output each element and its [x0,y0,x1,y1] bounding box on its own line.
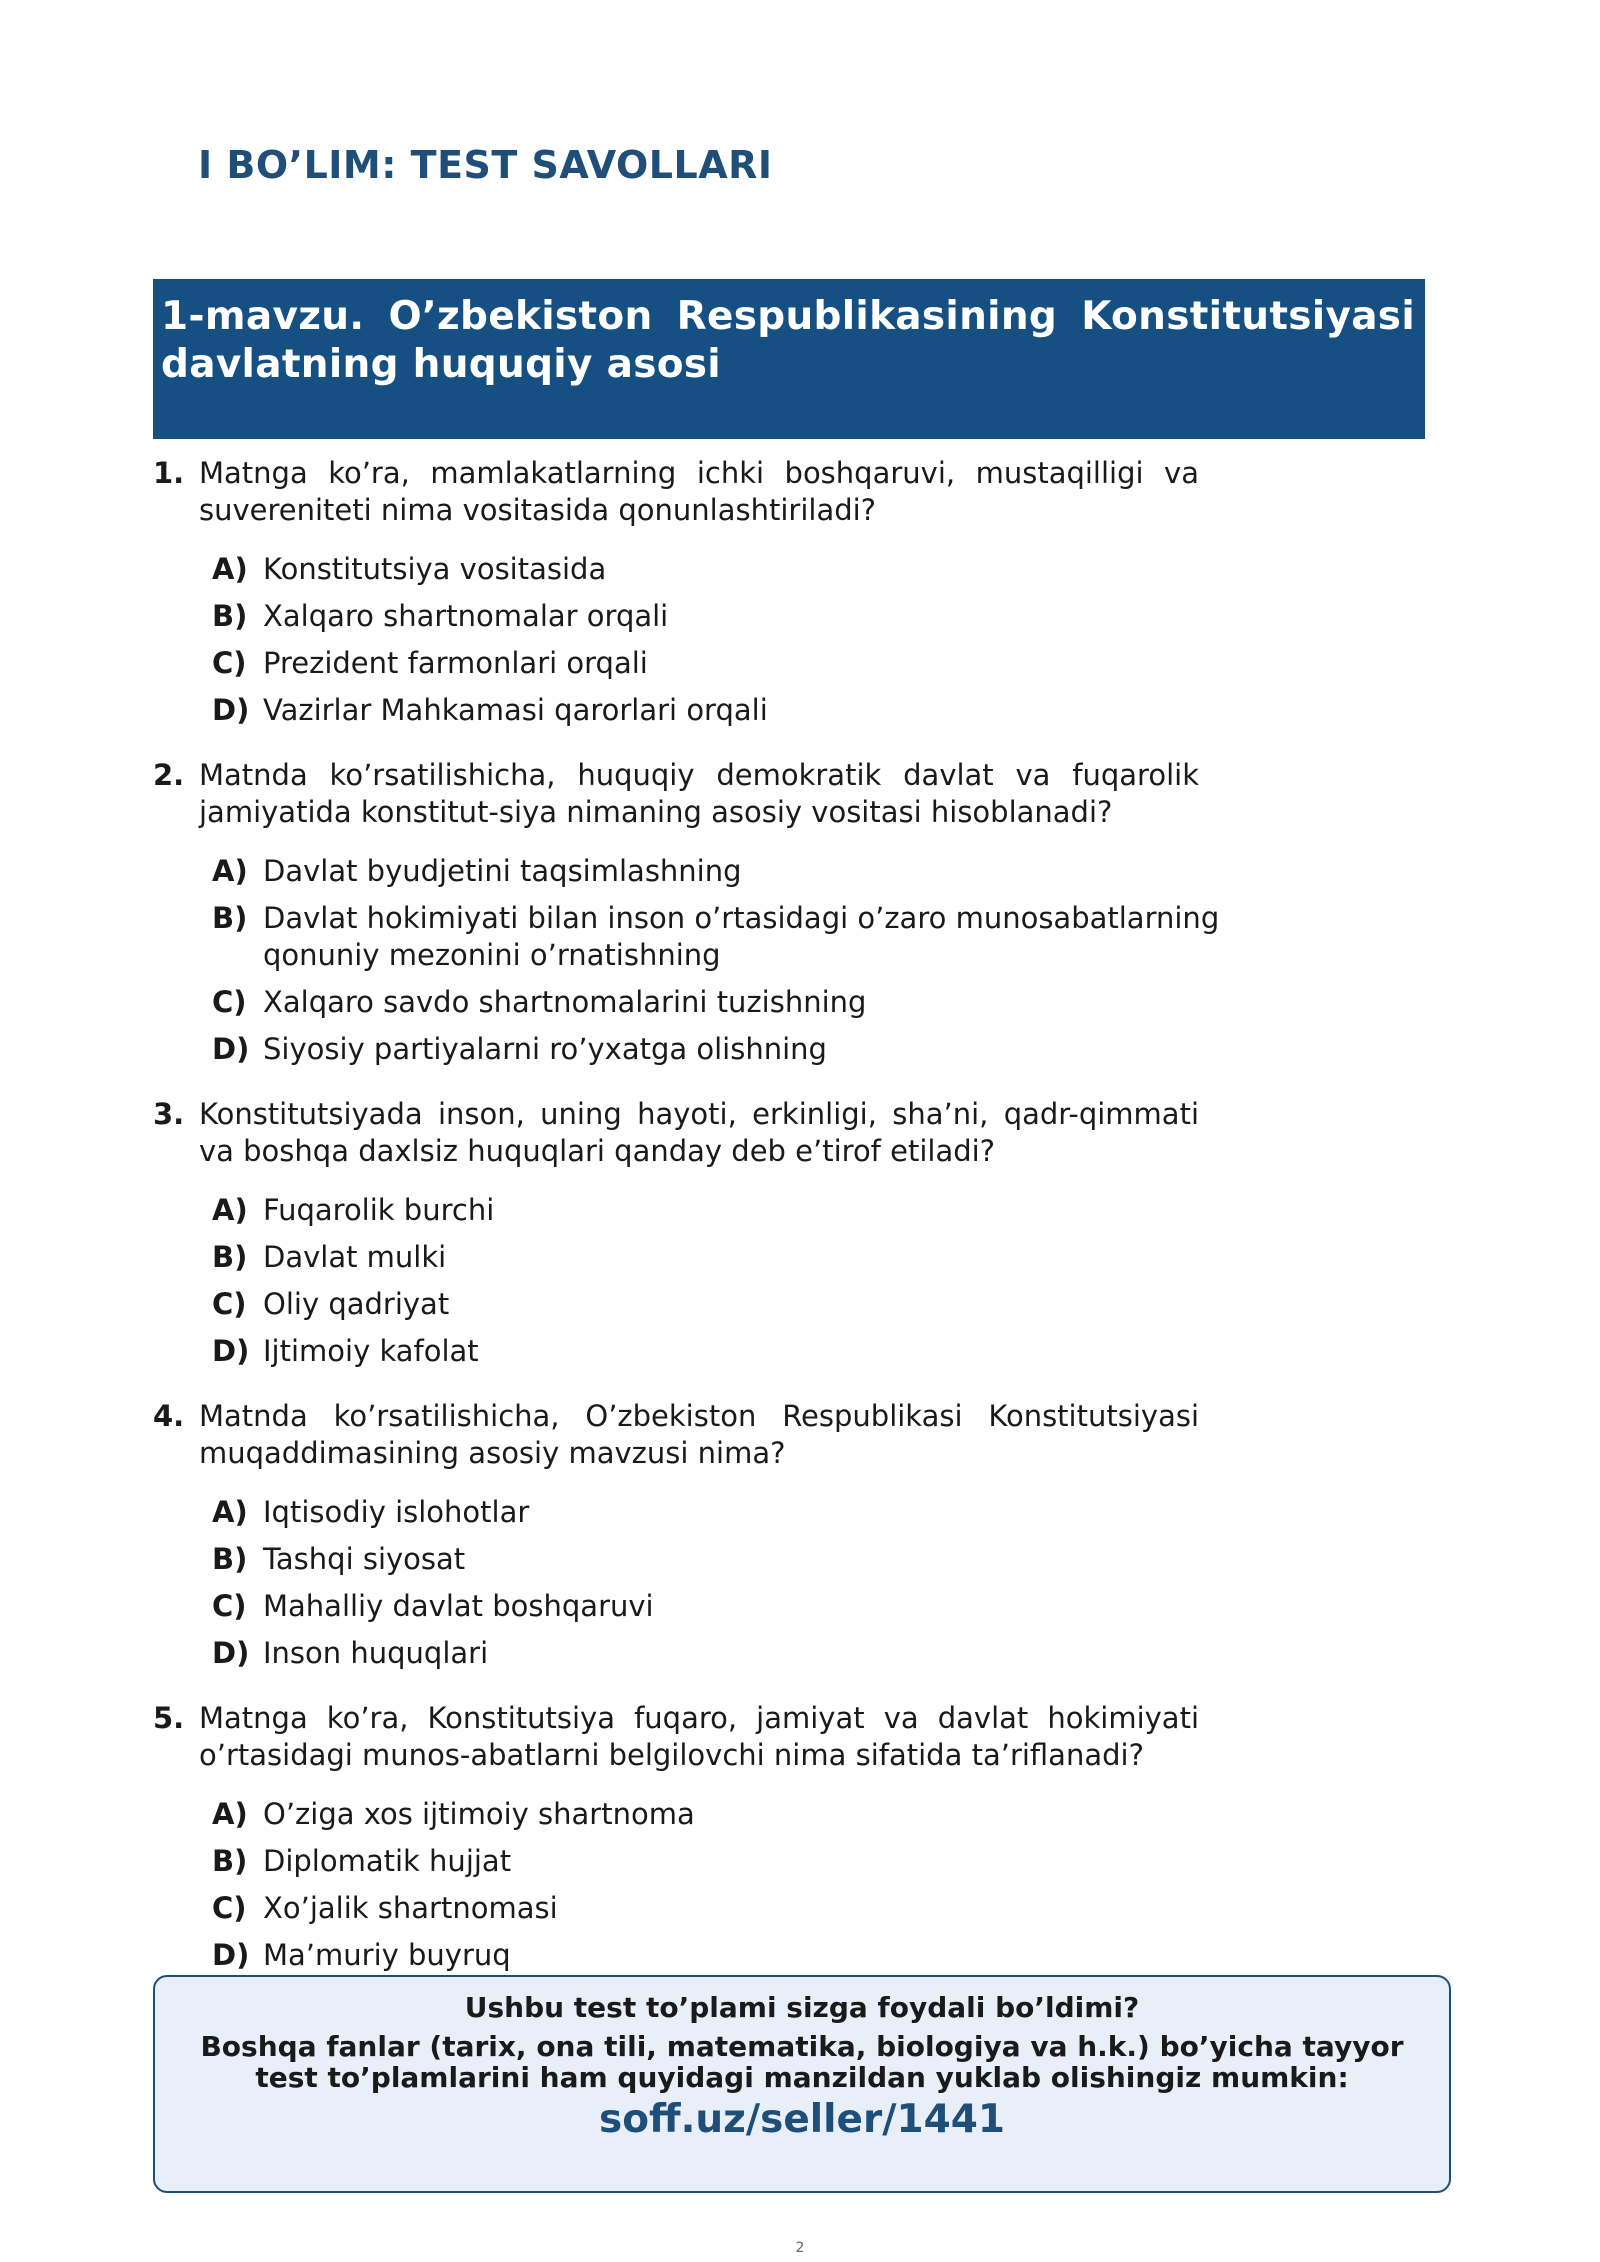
question-number: 2. [153,758,185,792]
option-a[interactable] [212,1494,1453,1531]
option-letter: B) [212,599,248,633]
option-text: Prezident farmonlari orqali [263,646,648,680]
option-list [153,1192,1453,1370]
option-list [153,1796,1453,1974]
question-number: 3. [153,1097,185,1131]
question-2 [153,757,1453,1068]
option-c[interactable] [212,1588,1453,1625]
option-letter: D) [212,1636,250,1670]
promo-box [153,1975,1451,2193]
option-a[interactable] [212,551,1453,588]
promo-link[interactable]: soff.uz/seller/1441 [599,2097,1005,2142]
question-4 [153,1398,1453,1672]
option-letter: A) [212,1495,248,1529]
option-b[interactable] [212,900,1453,974]
option-b[interactable] [212,598,1453,635]
question-number: 4. [153,1399,185,1433]
option-c[interactable] [212,1286,1453,1323]
option-d[interactable] [212,1031,1453,1068]
topic-title: 1-mavzu. O’zbekiston Respublikasining Konstitutsiyasi davlatning huquqiy asosi [161,294,1415,387]
option-letter: A) [212,1193,248,1227]
question-number: 1. [153,456,185,490]
option-text: Mahalliy davlat boshqaruvi [263,1589,654,1623]
option-a[interactable] [212,1796,1453,1833]
option-letter: A) [212,854,248,888]
option-letter: D) [212,693,250,727]
option-letter: B) [212,1240,248,1274]
option-letter: B) [212,901,248,935]
option-c[interactable] [212,984,1453,1021]
option-letter: A) [212,1797,248,1831]
promo-body: Boshqa fanlar (tarix, ona tili, matematika, biologiya va h.k.) bo’yicha tayyor test to’plamlarini ham quyidagi manzildan yuklab olishingiz mumkin: [200,2030,1404,2094]
option-text: O’ziga xos ijtimoiy shartnoma [263,1797,695,1831]
question-text: Matnda ko’rsatilishicha, O’zbekiston Respublikasi Konstitutsiyasi muqaddimasining asosiy mavzusi nima? [199,1399,1199,1470]
option-letter: C) [212,1891,247,1925]
option-text: Fuqarolik burchi [263,1193,495,1227]
topic-banner [153,279,1425,439]
option-b[interactable] [212,1239,1453,1276]
section-title: I BO’LIM: TEST SAVOLLARI [198,143,773,187]
option-letter: B) [212,1844,248,1878]
option-text: Oliy qadriyat [263,1287,450,1321]
question-text: Konstitutsiyada inson, uning hayoti, erkinligi, sha’ni, qadr-qimmati va boshqa daxlsiz huquqlari qanday deb e’tirof etiladi? [199,1097,1199,1168]
question-3 [153,1096,1453,1370]
option-text: Davlat hokimiyati bilan inson o’rtasidagi o’zaro munosabatlarning qonuniy mezonini o’rnatishning [263,901,1220,972]
question-text: Matnga ko’ra, mamlakatlarning ichki boshqaruvi, mustaqilligi va suvereniteti nima vositasida qonunlashtiriladi? [199,456,1199,527]
option-text: Konstitutsiya vositasida [263,552,607,586]
option-letter: C) [212,646,247,680]
option-text: Iqtisodiy islohotlar [263,1495,530,1529]
option-letter: D) [212,1334,250,1368]
option-text: Davlat byudjetini taqsimlashning [263,854,742,888]
option-letter: B) [212,1542,248,1576]
option-c[interactable] [212,645,1453,682]
question-text: Matnga ko’ra, Konstitutsiya fuqaro, jamiyat va davlat hokimiyati o’rtasidagi munos-abatlarni belgilovchi nima sifatida ta’riflanadi? [199,1701,1199,1772]
option-text: Vazirlar Mahkamasi qarorlari orqali [263,693,768,727]
question-list [153,455,1453,2002]
promo-question: Ushbu test to’plami sizga foydali bo’ldimi? [464,1991,1140,2024]
option-b[interactable] [212,1843,1453,1880]
option-text: Ijtimoiy kafolat [263,1334,479,1368]
option-text: Davlat mulki [263,1240,447,1274]
option-text: Xalqaro shartnomalar orqali [263,599,669,633]
option-letter: C) [212,1287,247,1321]
option-d[interactable] [212,692,1453,729]
question-5 [153,1700,1453,1974]
option-letter: A) [212,552,248,586]
option-text: Tashqi siyosat [263,1542,466,1576]
option-list [153,1494,1453,1672]
option-text: Inson huquqlari [263,1636,489,1670]
question-1 [153,455,1453,729]
page-number: 2 [795,2240,805,2256]
question-number: 5. [153,1701,185,1735]
option-text: Diplomatik hujjat [263,1844,512,1878]
question-text: Matnda ko’rsatilishicha, huquqiy demokratik davlat va fuqarolik jamiyatida konstitut-siya nimaning asosiy vositasi hisoblanadi? [199,758,1199,829]
option-d[interactable] [212,1937,1453,1974]
option-letter: C) [212,1589,247,1623]
option-c[interactable] [212,1890,1453,1927]
option-list [153,551,1453,729]
option-d[interactable] [212,1635,1453,1672]
option-a[interactable] [212,853,1453,890]
option-text: Ma’muriy buyruq [263,1938,511,1972]
option-list [153,853,1453,1068]
option-d[interactable] [212,1333,1453,1370]
option-text: Xalqaro savdo shartnomalarini tuzishning [263,985,867,1019]
option-a[interactable] [212,1192,1453,1229]
option-letter: D) [212,1938,250,1972]
option-text: Siyosiy partiyalarni ro’yxatga olishning [263,1032,827,1066]
option-text: Xo’jalik shartnomasi [263,1891,558,1925]
option-letter: C) [212,985,247,1019]
option-letter: D) [212,1032,250,1066]
option-b[interactable] [212,1541,1453,1578]
